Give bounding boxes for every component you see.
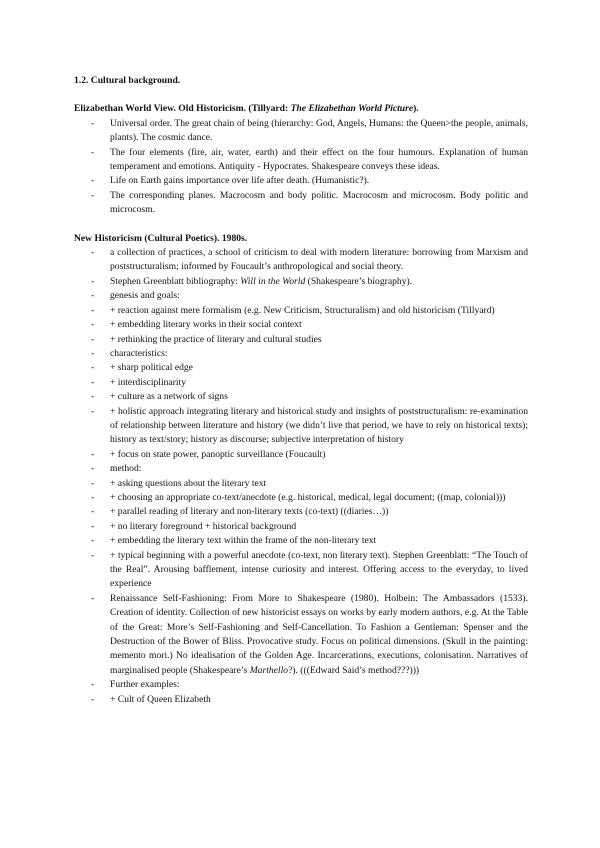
elizabethan-heading-book: The Elizabethan World Picture — [290, 103, 414, 115]
bullet: - — [91, 347, 95, 359]
list-item-text: + rethinking the practice of literary and cultural studies — [110, 333, 322, 345]
list-item — [74, 304, 528, 318]
bullet: - — [91, 362, 95, 374]
new-historicism-list — [74, 246, 528, 707]
list-item-text: ?). (((Edward Said’s method???))) — [288, 664, 420, 676]
list-item — [74, 678, 528, 692]
bullet: - — [91, 549, 95, 561]
list-item — [74, 174, 528, 188]
list-item — [74, 246, 528, 275]
list-item — [74, 520, 528, 534]
list-item — [74, 693, 528, 707]
bullet: - — [91, 679, 95, 691]
list-item — [74, 376, 528, 390]
list-item — [74, 275, 528, 289]
list-item — [74, 448, 528, 462]
bullet: - — [91, 275, 95, 287]
list-item — [74, 347, 528, 361]
list-item-text: + Cult of Queen Elizabeth — [110, 693, 211, 705]
list-item-text: + holistic approach integrating literary and historical study and insights of poststructuralism: re-examination of relationship between literature and history (we didn’t live that period, we have to rely on historical texts); history as text/story; history as discourse; subjective interpretation of history — [110, 405, 528, 446]
list-item-text: a collection of practices, a school of criticism to deal with modern literature: borrowing from Marxism and poststructuralism; informed by Foucault’s anthropological and social theory. — [110, 247, 528, 273]
list-item — [74, 592, 528, 678]
bullet: - — [91, 319, 95, 331]
elizabethan-list — [74, 117, 528, 218]
list-item — [74, 505, 528, 519]
list-item — [74, 318, 528, 332]
bullet: - — [91, 693, 95, 705]
list-item-text: + reaction against mere formalism (e.g. New Criticism, Structuralism) and old historicism (Tillyard) — [110, 304, 495, 316]
elizabethan-heading — [74, 102, 528, 116]
list-item-text: Renaissance Self-Fashioning: From More to Shakespeare (1980). Holbein: The Ambassadors (1533). Creation of identity. Collection of new historicist essays on works by early modern authors, e.g. At the Table of the Great: More’s Self-Fashioning and Self-Cancellation. To Fashion a Gentleman: Spenser and the Destruction of the Bower of Bliss. Provocative study. Focus on political dimensions. (Skull in the painting: memento mori.) No idealisation of the Golden Age. Incarcerations, executions, colonisation. Narratives of marginalised people (Shakespeare’s — [110, 592, 528, 676]
list-item — [74, 361, 528, 375]
bullet: - — [91, 189, 95, 201]
elizabethan-heading-text: Elizabethan World View. Old Historicism. (Tillyard: — [74, 103, 291, 115]
list-item — [74, 534, 528, 548]
bullet: - — [91, 477, 95, 489]
list-item-text: Further examples: — [110, 679, 180, 691]
list-item — [74, 333, 528, 347]
list-item-text: The corresponding planes. Macrocosm and body politic. Macrocosm and microcosm. Body politic and microcosm. — [110, 189, 528, 216]
list-item — [74, 549, 528, 592]
list-item — [74, 146, 528, 175]
list-item-text: Universal order. The great chain of being (hierarchy: God, Angels, Humans: the Queen>the people, animals, plants). The cosmic dance. — [110, 117, 528, 144]
bullet: - — [91, 376, 95, 388]
bullet: - — [91, 535, 95, 547]
bullet: - — [91, 463, 95, 475]
bullet: - — [91, 290, 95, 302]
bullet: - — [91, 448, 95, 460]
list-item-text: Life on Earth gains importance over life after death. (Humanistic?). — [110, 175, 370, 187]
list-item-text: + typical beginning with a powerful anecdote (co-text, non literary text). Stephen Greenblatt: “The Touch of the Real”. Arousing bafflement, intense curiosity and interest. Offering access to the everyday, to lived experience — [110, 549, 528, 590]
bullet: - — [91, 520, 95, 532]
list-item — [74, 390, 528, 404]
bullet: - — [91, 117, 95, 129]
list-item-text: characteristics: — [110, 347, 168, 359]
list-item-text: + choosing an appropriate co-text/anecdote (e.g. historical, medical, legal document; ((map, colonial))) — [110, 491, 506, 503]
list-item-text: + asking questions about the literary text — [110, 477, 267, 489]
spacer — [74, 218, 528, 232]
document-body — [74, 74, 528, 707]
bullet: - — [91, 247, 95, 259]
list-item — [74, 405, 528, 448]
list-item — [74, 477, 528, 491]
list-item-text: (Shakespeare’s biography). — [305, 275, 413, 287]
new-historicism-heading: New Historicism (Cultural Poetics). 1980s. — [74, 232, 248, 244]
list-item-text: + interdisciplinarity — [110, 376, 187, 388]
bullet: - — [91, 405, 95, 417]
book-title: Will in the World — [240, 275, 306, 287]
list-item — [74, 462, 528, 476]
list-item-text: + sharp political edge — [110, 362, 193, 374]
list-item — [74, 289, 528, 303]
bullet: - — [91, 333, 95, 345]
elizabethan-heading-end: ). — [413, 103, 419, 115]
section-title: 1.2. Cultural background. — [74, 75, 181, 86]
list-item — [74, 491, 528, 505]
bullet: - — [91, 592, 95, 604]
bullet: - — [91, 391, 95, 403]
list-item-text: + embedding literary works in their social context — [110, 319, 302, 331]
list-item-text: method: — [110, 463, 142, 475]
bullet: - — [91, 491, 95, 503]
list-item-text: + focus on state power, panoptic surveillance (Foucault) — [110, 448, 326, 460]
play-title: Marthello — [249, 664, 289, 676]
bullet: - — [91, 175, 95, 187]
bullet: - — [91, 304, 95, 316]
list-item-text: The four elements (fire, air, water, earth) and their effect on the four humours. Explanation of human temperament and emotions. Antiquity - Hypocrates. Shakespeare conveys these ideas. — [110, 146, 528, 173]
list-item-text: + parallel reading of literary and non-literary texts (co-text) ((diaries…)) — [110, 506, 389, 518]
list-item-text: Stephen Greenblatt bibliography: — [110, 275, 241, 287]
bullet: - — [91, 506, 95, 518]
bullet: - — [91, 146, 95, 158]
list-item-text: + embedding the literary text within the frame of the non-literary text — [110, 535, 377, 547]
list-item-text: + culture as a network of signs — [110, 391, 228, 403]
list-item-text: + no literary foreground + historical background — [110, 520, 297, 532]
list-item — [74, 117, 528, 146]
list-item-text: genesis and goals: — [110, 290, 180, 302]
list-item — [74, 189, 528, 218]
